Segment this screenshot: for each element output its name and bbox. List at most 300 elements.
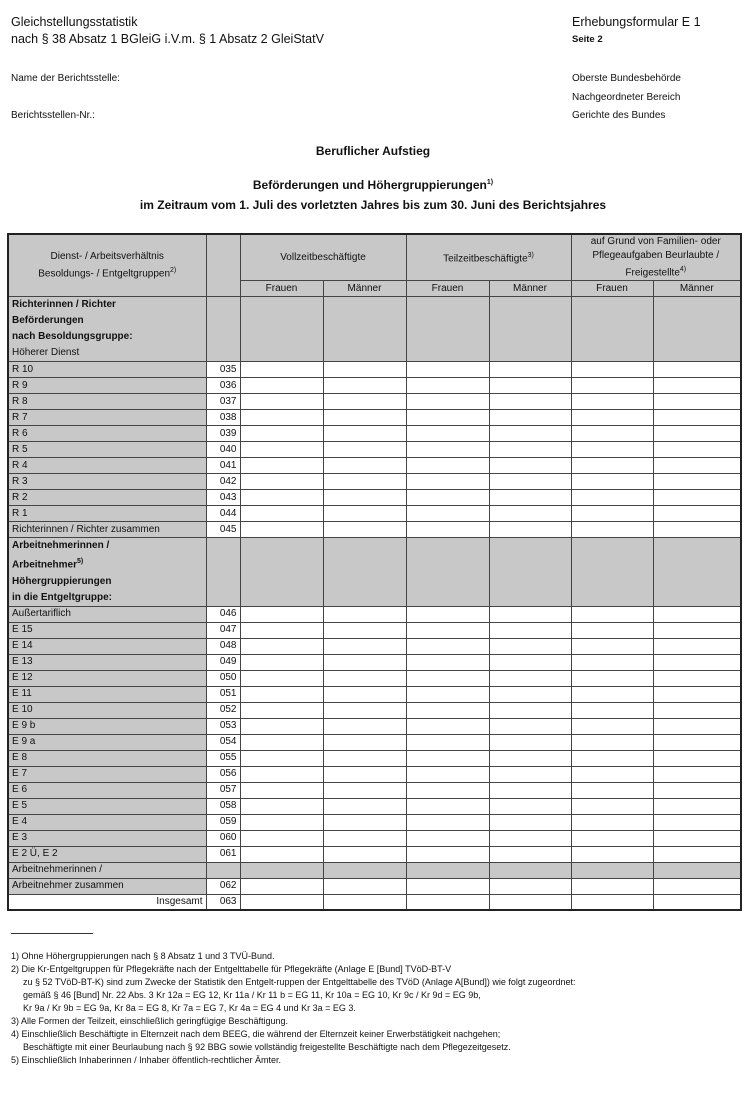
- input-cell[interactable]: [240, 654, 323, 670]
- input-cell[interactable]: [653, 686, 741, 702]
- period-text: im Zeitraum vom 1. Juli des vorletzten Jahres bis zum 30. Juni des Berichtsjahres: [139, 198, 607, 212]
- input-cell[interactable]: [571, 750, 653, 766]
- input-cell[interactable]: [406, 814, 489, 830]
- input-cell[interactable]: [323, 654, 406, 670]
- input-cell[interactable]: [240, 474, 323, 490]
- table-row: [8, 378, 741, 394]
- input-cell[interactable]: [406, 750, 489, 766]
- row-label: E 3: [8, 830, 206, 846]
- input-cell[interactable]: [323, 766, 406, 782]
- footnote: 3) Alle Formen der Teilzeit, einschließlich geringfügige Beschäftigung.: [11, 1016, 288, 1026]
- table-row: [8, 846, 741, 862]
- input-cell[interactable]: [653, 878, 741, 894]
- input-cell[interactable]: [240, 490, 323, 506]
- input-cell[interactable]: [240, 846, 323, 862]
- table-row: [8, 734, 741, 750]
- input-cell[interactable]: [653, 702, 741, 718]
- input-cell[interactable]: [406, 670, 489, 686]
- input-cell[interactable]: [653, 798, 741, 814]
- input-cell[interactable]: [571, 622, 653, 638]
- row-label: R 6: [8, 426, 206, 442]
- input-cell[interactable]: [406, 798, 489, 814]
- input-cell[interactable]: [489, 490, 571, 506]
- input-cell[interactable]: [489, 782, 571, 798]
- footnote-divider: [11, 933, 93, 934]
- table-row: [8, 458, 741, 474]
- input-cell[interactable]: [323, 814, 406, 830]
- input-cell[interactable]: [489, 506, 571, 522]
- row-label: E 11: [8, 686, 206, 702]
- table-row: [8, 814, 741, 830]
- input-cell[interactable]: [571, 394, 653, 410]
- row-label: E 5: [8, 798, 206, 814]
- input-cell[interactable]: [406, 686, 489, 702]
- input-cell[interactable]: [653, 638, 741, 654]
- header-men: Männer: [489, 281, 571, 297]
- input-cell[interactable]: [653, 670, 741, 686]
- input-cell[interactable]: [653, 750, 741, 766]
- reporting-office-name-label: Name der Berichtsstelle:: [11, 73, 120, 84]
- input-cell[interactable]: [489, 686, 571, 702]
- header-men: Männer: [323, 281, 406, 297]
- footnote: zu § 52 TVöD-BT-K) sind zum Zwecke der Statistik den Entgelt-ruppen der Entgelttabelle des TVöD (Anlage A[Bund]) wie folgt zugeordnet:: [23, 977, 576, 987]
- footnotes: [11, 950, 575, 1067]
- row-code: 060: [206, 830, 240, 846]
- row-label: R 2: [8, 490, 206, 506]
- input-cell[interactable]: [323, 798, 406, 814]
- input-cell[interactable]: [240, 766, 323, 782]
- input-cell[interactable]: [406, 426, 489, 442]
- input-cell[interactable]: [240, 638, 323, 654]
- input-cell[interactable]: [406, 782, 489, 798]
- section-employees-label: Arbeitnehmerinnen / Arbeitnehmer$^{5)}$ Höhergruppierungen in die Entgeltgruppe:: [8, 538, 206, 606]
- input-cell[interactable]: [489, 702, 571, 718]
- header-leave: auf Grund von Familien- oder Pflegeaufgaben Beurlaubte / Freigestellte$^{4)}$: [571, 234, 741, 281]
- input-cell[interactable]: [571, 878, 653, 894]
- footnote: 4) Einschließlich Beschäftigte in Elternzeit nach dem BEEG, die während der Elternzeit keiner Erwerbstätigkeit nachgehen;: [11, 1029, 501, 1039]
- input-cell[interactable]: [406, 846, 489, 862]
- reporting-office-number-label: Berichtsstellen-Nr.:: [11, 110, 95, 121]
- input-cell[interactable]: [406, 718, 489, 734]
- input-cell[interactable]: [571, 654, 653, 670]
- input-cell[interactable]: [653, 410, 741, 426]
- row-label: E 8: [8, 750, 206, 766]
- input-cell[interactable]: [323, 394, 406, 410]
- input-cell[interactable]: [406, 442, 489, 458]
- input-cell[interactable]: [406, 606, 489, 622]
- table-row: [8, 718, 741, 734]
- input-cell[interactable]: [653, 814, 741, 830]
- row-code: 049: [206, 654, 240, 670]
- input-cell[interactable]: [240, 606, 323, 622]
- table-row: [8, 474, 741, 490]
- form-id: [572, 14, 701, 48]
- table-row: [8, 782, 741, 798]
- input-cell[interactable]: [240, 798, 323, 814]
- input-cell[interactable]: [323, 670, 406, 686]
- row-code: 053: [206, 718, 240, 734]
- input-cell[interactable]: [653, 458, 741, 474]
- header-category-line1: Dienst- / Arbeitsverhältnis: [50, 251, 164, 262]
- row-code: 055: [206, 750, 240, 766]
- row-code: 038: [206, 410, 240, 426]
- footnote: 2) Die Kr-Entgeltgruppen für Pflegekräfte nach der Entgelttabelle für Pflegekräfte (Anlage E [Bund] TVöD-BT-V: [11, 964, 452, 974]
- row-label: E 9 b: [8, 718, 206, 734]
- section-title: Beruflicher Aufstieg: [315, 144, 431, 158]
- input-cell[interactable]: [489, 410, 571, 426]
- table-row: [8, 606, 741, 622]
- input-cell[interactable]: [240, 830, 323, 846]
- input-cell[interactable]: [240, 378, 323, 394]
- input-cell[interactable]: [653, 766, 741, 782]
- row-label: R 7: [8, 410, 206, 426]
- input-cell[interactable]: [406, 830, 489, 846]
- table-row: [8, 506, 741, 522]
- footnote: Beschäftigte mit einer Beurlaubung nach § 92 BBG sowie vollständig freigestellte Beschäftigte nach dem Pflegezeitgesetz.: [23, 1042, 511, 1052]
- form-title: [11, 14, 324, 48]
- input-cell[interactable]: [653, 734, 741, 750]
- input-cell[interactable]: [571, 362, 653, 378]
- input-cell[interactable]: [323, 686, 406, 702]
- input-cell[interactable]: [571, 638, 653, 654]
- input-cell[interactable]: [571, 442, 653, 458]
- input-cell[interactable]: [653, 830, 741, 846]
- row-code: 035: [206, 362, 240, 378]
- input-cell[interactable]: [406, 878, 489, 894]
- input-cell[interactable]: [323, 458, 406, 474]
- header-category: [8, 234, 206, 297]
- table-row: [8, 798, 741, 814]
- input-cell[interactable]: [653, 474, 741, 490]
- row-label: E 12: [8, 670, 206, 686]
- input-cell[interactable]: [653, 522, 741, 538]
- input-cell[interactable]: [240, 410, 323, 426]
- row-label: R 3: [8, 474, 206, 490]
- table-row: [8, 654, 741, 670]
- input-cell[interactable]: [489, 638, 571, 654]
- section-judges-label: Richterinnen / Richter Beförderungen nach Besoldungsgruppe: Höherer Dienst: [8, 297, 206, 362]
- input-cell[interactable]: [323, 846, 406, 862]
- org-unit-2: Nachgeordneter Bereich: [572, 92, 681, 103]
- input-cell[interactable]: [240, 718, 323, 734]
- input-cell[interactable]: [240, 362, 323, 378]
- input-cell[interactable]: [571, 458, 653, 474]
- input-cell[interactable]: [406, 894, 489, 910]
- input-cell[interactable]: [323, 894, 406, 910]
- input-cell[interactable]: [406, 378, 489, 394]
- row-label: E 15: [8, 622, 206, 638]
- input-cell[interactable]: [653, 654, 741, 670]
- row-label: R 9: [8, 378, 206, 394]
- input-cell[interactable]: [653, 506, 741, 522]
- header-women: Frauen: [406, 281, 489, 297]
- row-code: 059: [206, 814, 240, 830]
- input-cell[interactable]: [323, 878, 406, 894]
- summary-label-line1: Arbeitnehmerinnen /: [8, 862, 206, 878]
- input-cell[interactable]: [653, 426, 741, 442]
- input-cell[interactable]: [653, 846, 741, 862]
- input-cell[interactable]: [489, 670, 571, 686]
- input-cell[interactable]: [406, 410, 489, 426]
- input-cell[interactable]: [571, 830, 653, 846]
- row-label: R 8: [8, 394, 206, 410]
- row-label: R 1: [8, 506, 206, 522]
- input-cell[interactable]: [489, 622, 571, 638]
- input-cell[interactable]: [653, 782, 741, 798]
- form-title-line2: nach § 38 Absatz 1 BGleiG i.V.m. § 1 Absatz 2 GleiStatV: [11, 32, 324, 46]
- row-code: 041: [206, 458, 240, 474]
- input-cell[interactable]: [323, 638, 406, 654]
- input-cell[interactable]: [489, 894, 571, 910]
- org-unit-1: Oberste Bundesbehörde: [572, 73, 681, 84]
- header-code: [206, 234, 240, 297]
- input-cell[interactable]: [240, 750, 323, 766]
- subtitle-text: Beförderungen und Höhergruppierungen: [252, 178, 487, 192]
- input-cell[interactable]: [406, 458, 489, 474]
- row-code: 046: [206, 606, 240, 622]
- header-men: Männer: [653, 281, 741, 297]
- input-cell[interactable]: [653, 894, 741, 910]
- input-cell[interactable]: [489, 718, 571, 734]
- input-cell[interactable]: [489, 378, 571, 394]
- input-cell[interactable]: [323, 606, 406, 622]
- total-label: Insgesamt: [8, 894, 206, 910]
- table-row: [8, 442, 741, 458]
- input-cell[interactable]: [323, 362, 406, 378]
- input-cell[interactable]: [489, 750, 571, 766]
- input-cell[interactable]: [323, 442, 406, 458]
- input-cell[interactable]: [323, 410, 406, 426]
- input-cell[interactable]: [406, 654, 489, 670]
- row-label: E 14: [8, 638, 206, 654]
- input-cell[interactable]: [406, 766, 489, 782]
- row-label: E 10: [8, 702, 206, 718]
- row-code: 050: [206, 670, 240, 686]
- input-cell[interactable]: [240, 522, 323, 538]
- input-cell[interactable]: [489, 846, 571, 862]
- input-cell[interactable]: [406, 702, 489, 718]
- input-cell[interactable]: [571, 670, 653, 686]
- subtitle: [0, 178, 746, 192]
- input-cell[interactable]: [489, 606, 571, 622]
- table-row: [8, 766, 741, 782]
- table-row: [8, 410, 741, 426]
- input-cell[interactable]: [653, 362, 741, 378]
- input-cell[interactable]: [323, 718, 406, 734]
- row-code: 042: [206, 474, 240, 490]
- row-code: 061: [206, 846, 240, 862]
- input-cell[interactable]: [489, 766, 571, 782]
- input-cell[interactable]: [323, 702, 406, 718]
- footnote: gemäß § 46 [Bund] Nr. 22 Abs. 3 Kr 12a = EG 12, Kr 11a / Kr 11 b = EG 11, Kr 10a = EG 10, Kr 9c / Kr 9d = EG 9b,: [23, 990, 481, 1000]
- row-code: 047: [206, 622, 240, 638]
- input-cell[interactable]: [406, 638, 489, 654]
- table-row: [8, 686, 741, 702]
- input-cell[interactable]: [240, 506, 323, 522]
- summary-label-line2: Arbeitnehmer zusammen: [8, 878, 206, 894]
- header-category-line2: Besoldungs- / Entgeltgruppen$^{2)}$: [38, 267, 177, 280]
- table-row: [8, 362, 741, 378]
- input-cell[interactable]: [571, 814, 653, 830]
- row-label: E 7: [8, 766, 206, 782]
- input-cell[interactable]: [571, 782, 653, 798]
- input-cell[interactable]: [571, 490, 653, 506]
- row-code: 062: [206, 878, 240, 894]
- input-cell[interactable]: [571, 718, 653, 734]
- input-cell[interactable]: [571, 410, 653, 426]
- input-cell[interactable]: [240, 622, 323, 638]
- row-label: R 4: [8, 458, 206, 474]
- input-cell[interactable]: [571, 426, 653, 442]
- table-row: [8, 394, 741, 410]
- input-cell[interactable]: [323, 782, 406, 798]
- row-label: E 9 a: [8, 734, 206, 750]
- input-cell[interactable]: [240, 878, 323, 894]
- input-cell[interactable]: [653, 378, 741, 394]
- table-row: [8, 702, 741, 718]
- statistics-table: [7, 233, 742, 911]
- input-cell[interactable]: [406, 394, 489, 410]
- row-code: 048: [206, 638, 240, 654]
- row-label: E 4: [8, 814, 206, 830]
- input-cell[interactable]: [406, 490, 489, 506]
- header-fulltime: Vollzeitbeschäftigte: [240, 234, 406, 281]
- subtitle-note: 1): [486, 179, 494, 186]
- input-cell[interactable]: [240, 702, 323, 718]
- row-code: 058: [206, 798, 240, 814]
- input-cell[interactable]: [653, 718, 741, 734]
- header-women: Frauen: [240, 281, 323, 297]
- input-cell[interactable]: [653, 394, 741, 410]
- header-parttime: Teilzeitbeschäftigte$^{3)}$: [406, 234, 571, 281]
- table-row: [8, 426, 741, 442]
- input-cell[interactable]: [323, 522, 406, 538]
- footnote: 5) Einschließlich Inhaberinnen / Inhaber öffentlich-rechtlicher Ämter.: [11, 1055, 281, 1065]
- input-cell[interactable]: [406, 522, 489, 538]
- input-cell[interactable]: [323, 474, 406, 490]
- input-cell[interactable]: [653, 622, 741, 638]
- input-cell[interactable]: [323, 490, 406, 506]
- table-row: [8, 522, 741, 538]
- input-cell[interactable]: [489, 474, 571, 490]
- row-label: E 6: [8, 782, 206, 798]
- table-row: [8, 490, 741, 506]
- input-cell[interactable]: [571, 606, 653, 622]
- input-cell[interactable]: [240, 782, 323, 798]
- input-cell[interactable]: [323, 378, 406, 394]
- input-cell[interactable]: [571, 798, 653, 814]
- row-code: 054: [206, 734, 240, 750]
- input-cell[interactable]: [489, 798, 571, 814]
- input-cell[interactable]: [571, 378, 653, 394]
- input-cell[interactable]: [489, 734, 571, 750]
- table-row: [8, 670, 741, 686]
- row-code: 052: [206, 702, 240, 718]
- row-code: 057: [206, 782, 240, 798]
- form-title-line1: Gleichstellungsstatistik: [11, 15, 138, 29]
- input-cell[interactable]: [240, 426, 323, 442]
- input-cell[interactable]: [571, 686, 653, 702]
- table-row: [8, 622, 741, 638]
- input-cell[interactable]: [489, 442, 571, 458]
- row-code: 040: [206, 442, 240, 458]
- input-cell[interactable]: [489, 814, 571, 830]
- input-cell[interactable]: [489, 394, 571, 410]
- row-code: 056: [206, 766, 240, 782]
- input-cell[interactable]: [489, 522, 571, 538]
- input-cell[interactable]: [240, 734, 323, 750]
- input-cell[interactable]: [323, 506, 406, 522]
- input-cell[interactable]: [571, 506, 653, 522]
- input-cell[interactable]: [571, 474, 653, 490]
- row-label: E 2 Ü, E 2: [8, 846, 206, 862]
- input-cell[interactable]: [406, 474, 489, 490]
- input-cell[interactable]: [489, 458, 571, 474]
- input-cell[interactable]: [323, 750, 406, 766]
- input-cell[interactable]: [571, 894, 653, 910]
- row-code: 037: [206, 394, 240, 410]
- input-cell[interactable]: [571, 522, 653, 538]
- input-cell[interactable]: [489, 362, 571, 378]
- page-number: Seite 2: [572, 34, 603, 45]
- row-label: Richterinnen / Richter zusammen: [8, 522, 206, 538]
- input-cell[interactable]: [240, 894, 323, 910]
- section-code: [206, 297, 240, 362]
- input-cell[interactable]: [406, 506, 489, 522]
- input-cell[interactable]: [653, 606, 741, 622]
- input-cell[interactable]: [489, 654, 571, 670]
- input-cell[interactable]: [240, 670, 323, 686]
- row-code: 045: [206, 522, 240, 538]
- input-cell[interactable]: [323, 426, 406, 442]
- footnote: Kr 9a / Kr 9b = EG 9a, Kr 8a = EG 8, Kr 7a = EG 7, Kr 4a = EG 4 und Kr 3a = EG 3.: [23, 1003, 356, 1013]
- row-code: 063: [206, 894, 240, 910]
- input-cell[interactable]: [406, 362, 489, 378]
- input-cell[interactable]: [653, 490, 741, 506]
- input-cell[interactable]: [323, 734, 406, 750]
- input-cell[interactable]: [240, 394, 323, 410]
- row-label: R 10: [8, 362, 206, 378]
- header-women: Frauen: [571, 281, 653, 297]
- input-cell[interactable]: [489, 878, 571, 894]
- input-cell[interactable]: [571, 702, 653, 718]
- input-cell[interactable]: [571, 734, 653, 750]
- input-cell[interactable]: [489, 830, 571, 846]
- row-code: 043: [206, 490, 240, 506]
- row-label: E 13: [8, 654, 206, 670]
- row-code: 051: [206, 686, 240, 702]
- input-cell[interactable]: [240, 442, 323, 458]
- input-cell[interactable]: [489, 426, 571, 442]
- input-cell[interactable]: [653, 442, 741, 458]
- form-name: Erhebungsformular E 1: [572, 15, 701, 29]
- input-cell[interactable]: [571, 846, 653, 862]
- org-unit-3: Gerichte des Bundes: [572, 110, 666, 121]
- table-row: [8, 638, 741, 654]
- input-cell[interactable]: [240, 814, 323, 830]
- footnote: 1) Ohne Höhergruppierungen nach § 8 Absatz 1 und 3 TVÜ-Bund.: [11, 951, 275, 961]
- input-cell[interactable]: [240, 458, 323, 474]
- input-cell[interactable]: [323, 622, 406, 638]
- row-code: 039: [206, 426, 240, 442]
- input-cell[interactable]: [323, 830, 406, 846]
- input-cell[interactable]: [571, 766, 653, 782]
- row-code: 036: [206, 378, 240, 394]
- input-cell[interactable]: [406, 622, 489, 638]
- input-cell[interactable]: [240, 686, 323, 702]
- input-cell[interactable]: [406, 734, 489, 750]
- row-label: Außertariflich: [8, 606, 206, 622]
